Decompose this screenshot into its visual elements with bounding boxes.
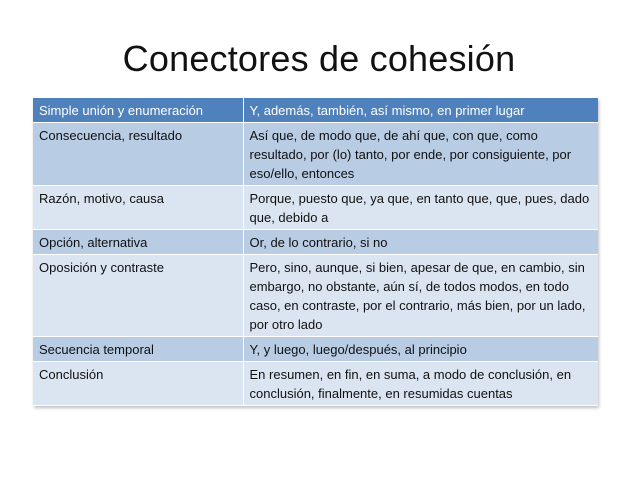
row-connectors: Pero, sino, aunque, si bien, apesar de que, en cambio, sin embargo, no obstante, aún sí, de todos modos, en todo caso, en contraste, por el contrario, más bien, por un lado, por otro lado [243, 255, 598, 337]
header-connectors: Y, además, también, así mismo, en primer lugar [243, 98, 598, 123]
row-connectors: Así que, de modo que, de ahí que, con que, como resultado, por (lo) tanto, por ende, por consiguiente, por eso/ello, entonces [243, 123, 598, 186]
row-connectors: Or, de lo contrario, si no [243, 230, 598, 255]
connectors-table [33, 98, 598, 406]
row-category: Secuencia temporal [33, 337, 243, 362]
row-category: Razón, motivo, causa [33, 186, 243, 230]
row-connectors: Y, y luego, luego/después, al principio [243, 337, 598, 362]
table-row [33, 337, 598, 362]
header-category: Simple unión y enumeración [33, 98, 243, 123]
row-category: Opción, alternativa [33, 230, 243, 255]
table-row [33, 186, 598, 230]
row-category: Conclusión [33, 362, 243, 406]
row-category: Consecuencia, resultado [33, 123, 243, 186]
table-row [33, 362, 598, 406]
table-row [33, 123, 598, 186]
row-connectors: Porque, puesto que, ya que, en tanto que, que, pues, dado que, debido a [243, 186, 598, 230]
row-connectors: En resumen, en fin, en suma, a modo de conclusión, en conclusión, finalmente, en resumidas cuentas [243, 362, 598, 406]
row-category: Oposición y contraste [33, 255, 243, 337]
table-header-row [33, 98, 598, 123]
table-row [33, 255, 598, 337]
table-row [33, 230, 598, 255]
slide-title: Conectores de cohesión [122, 38, 516, 79]
